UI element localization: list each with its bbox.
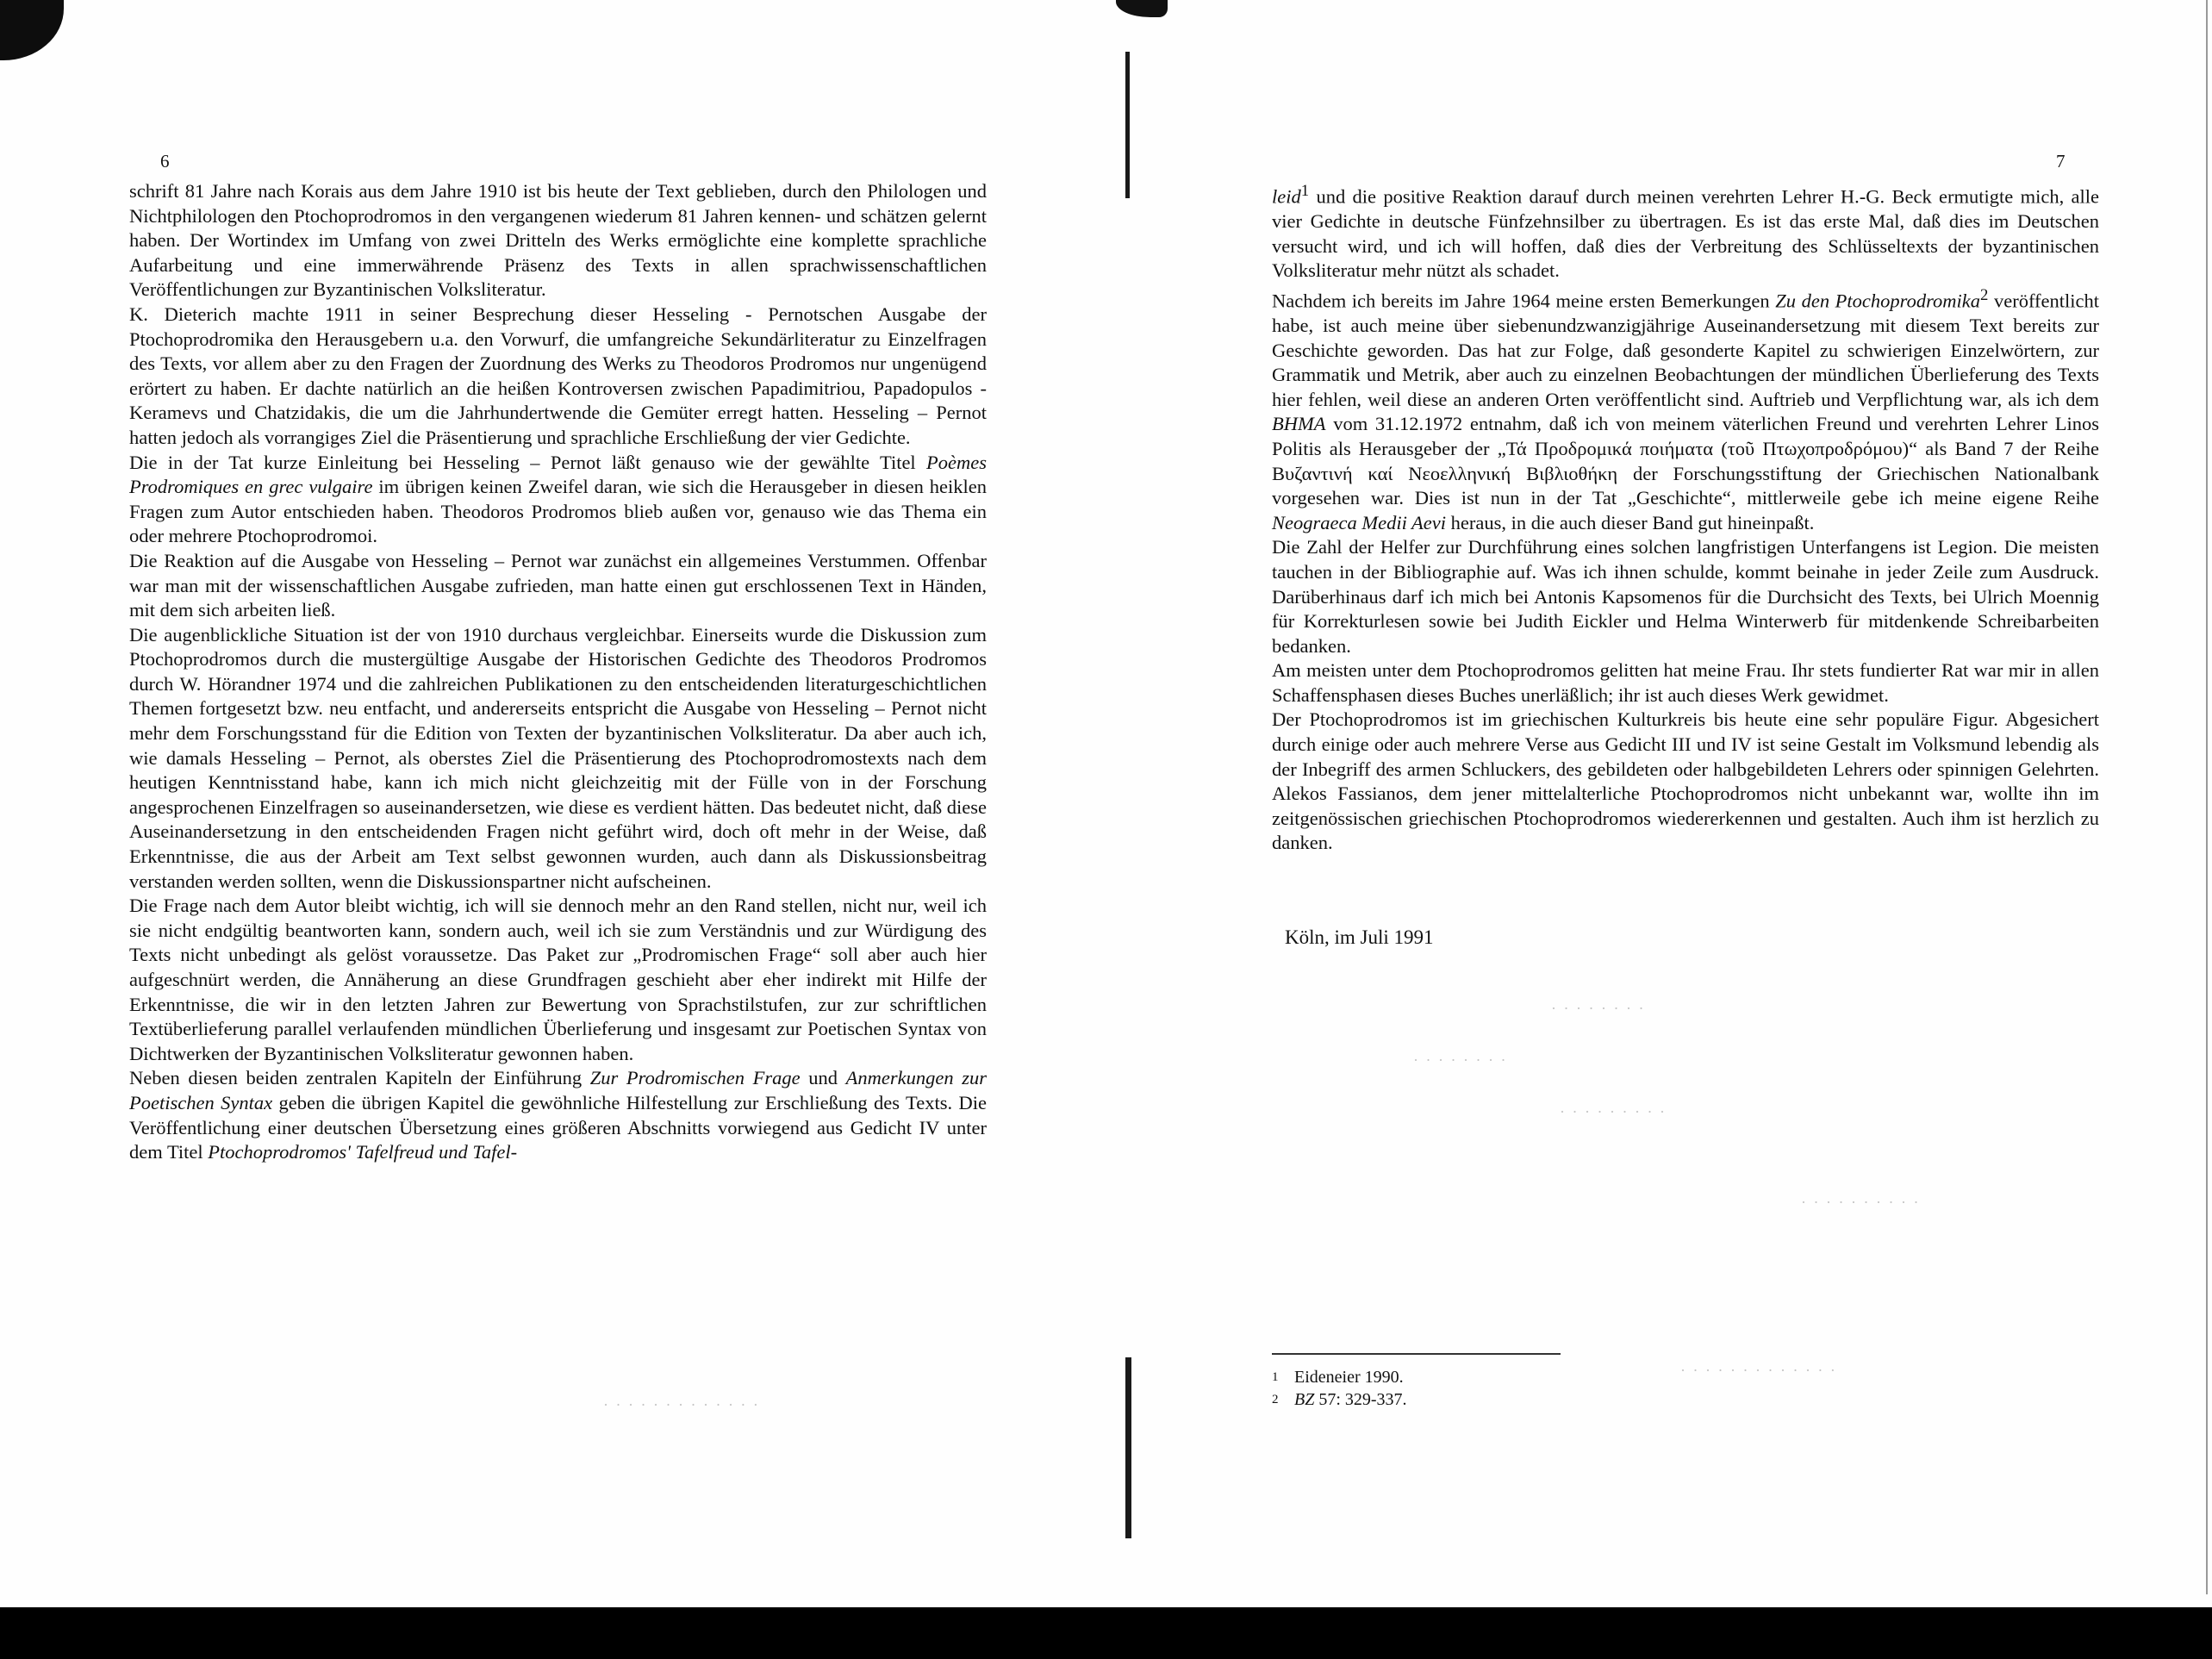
footnote-ref: 2	[1979, 285, 1989, 304]
book-title: Poèmes Prodromiques en grec vulgaire	[129, 451, 987, 498]
paragraph: Die in der Tat kurze Einleitung bei Hesseling – Pernot läßt genauso wie der gewählte Titel Poèmes Prodromiques en grec vulgaire im übrigen keinen Zweifel daran, wie sich die Herausgeber in diesen heiklen Fragen zum Autor entschieden haben. Theodoros Prodromos blieb außen vor, genauso wie das Thema ein oder mehrere Ptochoprodromoi.	[129, 451, 988, 547]
footnotes	[1272, 1366, 1407, 1411]
spine-mark-bottom	[1125, 1357, 1131, 1538]
spine-mark-top	[1125, 52, 1130, 198]
page-number-left: 6	[160, 151, 170, 172]
bleed-through-marks: · · · · · · · ·	[1413, 1051, 1508, 1069]
footnote-divider	[1272, 1353, 1561, 1355]
bleed-through-marks: · · · · · · · · · · · · ·	[603, 1396, 760, 1413]
paragraph: Neben diesen beiden zentralen Kapiteln der Einführung Zur Prodromischen Frage und Anmerkungen zur Poetischen Syntax geben die übrigen Kapitel die gewöhnliche Hilfestellung zur Erschließung des Texts. Die Veröffentlichung einer deutschen Übersetzung eines größeren Abschnitts vorwiegend aus Gedicht IV unter dem Titel Ptochoprodromos' Tafelfreud und Tafel-	[129, 1067, 988, 1163]
footnote-ref: 1	[1300, 182, 1310, 200]
bleed-through-marks: · · · · · · · ·	[1551, 1000, 1646, 1017]
bleed-through-marks: · · · · · · · · ·	[1560, 1103, 1667, 1120]
paragraph: Am meisten unter dem Ptochoprodromos gelitten hat meine Frau. Ihr stets fundierter Rat war mir in allen Schaffensphasen dieses Buches unerläßlich; ihr ist auch dieses Werk gewidmet.	[1272, 659, 2099, 706]
right-text-column	[1272, 179, 2099, 856]
bleed-through-marks: · · · · · · · · · ·	[1801, 1194, 1921, 1211]
paragraph: Nachdem ich bereits im Jahre 1964 meine ersten Bemerkungen Zu den Ptochoprodromika$^2$ veröffentlicht habe, ist auch meine über siebenundzwanzigjährige Auseinandersetzung mit diesem Text bereits zur Geschichte geworden. Das hat zur Folge, daß gesonderte Kapitel zu schwierigen Einzelwörtern, zur Grammatik und Metrik, aber auch zu einzelnen Beobachtungen der mündlichen Überlieferung des Texts hier fehlen, weil diese an anderen Orten veröffentlicht sind. Auftrieb und Verpflichtung war, als ich dem BHMA vom 31.12.1972 entnahm, daß ich von meinem väterlichen Freund und verehrten Lehrer Linos Politis als Herausgeber der „Τά Προδρομικά ποιήματα (τοῦ Πτωχοπροδρόμου)“ als Band 7 der Reihe Βυζαντινή καί Νεοελληνική Βιβλιοθήκη der Forschungsstiftung der Griechischen Nationalbank vorgesehen war. Dies ist nun in der Tat „Geschichte“, mittlerweile gebe ich meine eigene Reihe Neograeca Medii Aevi heraus, in die auch dieser Band gut hineinpaßt.	[1272, 285, 2099, 533]
footnote: 1 Eideneier 1990.	[1272, 1368, 1404, 1387]
paragraph: schrift 81 Jahre nach Korais aus dem Jahre 1910 ist bis heute der Text geblieben, durch den Philologen und Nichtphilologen den Ptochoprodromos in den vergangenen wiederum 81 Jahren kennen- und schätzen gelernt haben. Der Wortindex im Umfang von zwei Dritteln des Werks ermöglichte eine komplette sprachliche Aufarbeitung und eine immerwährende Präsenz des Texts in allen sprachwissenschaftlichen Veröffentlichungen zur Byzantinischen Volksliteratur.	[129, 180, 987, 301]
paragraph: Die Frage nach dem Autor bleibt wichtig, ich will sie dennoch mehr an den Rand stellen, nicht nur, weil ich sie nicht endgültig beantworten kann, sondern auch, weil ich sie zum Verständnis und zur Würdigung des Texts nicht unbedingt als gelöst voraussetze. Das Paket zur „Prodromischen Frage“ soll aber auch hier aufgeschnürt werden, die Annäherung an diese Grundfragen geschieht aber eher indirekt mit Hilfe der Erkenntnisse, die wir in den letzten Jahren zur Bewertung von Sprachstilstufen, zur zur schriftlichen Textüberlieferung parallel verlaufenden mündlichen Überlieferung und insgesamt zur Poetischen Syntax von Dichtwerken der Byzantinischen Volksliteratur gewonnen haben.	[129, 895, 987, 1064]
place-date-signoff: Köln, im Juli 1991	[1285, 926, 1434, 948]
left-text-column	[129, 179, 987, 1165]
paragraph: Die Zahl der Helfer zur Durchführung eines solchen langfristigen Unterfangens ist Legion. Die meisten tauchen in der Bibliographie auf. Was ich ihnen schulde, kommt beinahe in jeder Zeile zum Ausdruck. Darüberhinaus darf ich mich bei Antonis Kapsomenos für die Durchsicht des Texts, bei Ulrich Moennig für Korrekturlesen sowie bei Judith Eickler und Helma Winterwerb für mitdenkende Schreibarbeiten bedanken.	[1272, 536, 2099, 657]
footnote: 2 BZ 57: 329-337.	[1272, 1390, 1407, 1409]
paragraph: Die Reaktion auf die Ausgabe von Hesseling – Pernot war zunächst ein allgemeines Verstummen. Offenbar war man mit der wissenschaftlichen Ausgabe zufrieden, man hatte einen gut erschlossenen Text in Händen, mit dem sich arbeiten ließ.	[129, 549, 987, 621]
paragraph: leid$^1$ und die positive Reaktion darauf durch meinen verehrten Lehrer H.-G. Beck ermutigte mich, alle vier Gedichte in deutsche Fünfzehnsilber zu übertragen. Es ist das erste Mal, daß dies im Deutschen versucht wird, und ich will hoffen, daß dies der Verbreitung des Schlüsseltexts der byzantinischen Volksliteratur mehr nützt als schadet.	[1272, 182, 2099, 282]
paragraph: K. Dieterich machte 1911 in seiner Besprechung dieser Hesseling - Pernotschen Ausgabe der Ptochoprodromika den Herausgebern u.a. den Vorwurf, die umfangreiche Sekundärliteratur zu Einzelfragen des Texts, vor allem aber zu den Fragen der Zuordnung des Werks zu Theodoros Prodromos nur ungenügend erörtert zu haben. Er dachte natürlich an die heißen Kontroversen zwischen Papadimitriou, Papadopulos - Keramevs und Chatzidakis, die um die Jahrhundertwende die Gemüter erregt hatten. Hesseling – Pernot hatten jedoch als vorrangiges Ziel die Präsentierung und sprachliche Erschließung der vier Gedichte.	[129, 302, 987, 448]
page-edge	[2206, 0, 2208, 1594]
scan-bottom-shadow	[0, 1607, 2212, 1659]
page-number-right: 7	[2056, 151, 2066, 172]
paragraph: Der Ptochoprodromos ist im griechischen Kulturkreis bis heute eine sehr populäre Figur. Abgesichert durch einige oder auch mehrere Verse aus Gedicht III und IV ist seine Gestalt im Volksmund lebendig als der Inbegriff des armen Schluckers, des gebildeten oder halbgebildeten Lehrers oder spinnigen Gelehrten. Alekos Fassianos, dem jener mittelalterliche Ptochoprodromos nicht unbekannt war, wollte ihn im zeitgenössischen griechischen Ptochoprodromos wiedererkennen und gestalten. Auch ihm ist herzlich zu danken.	[1272, 708, 2099, 854]
paragraph: Die augenblickliche Situation ist der von 1910 durchaus vergleichbar. Einerseits wurde die Diskussion zum Ptochoprodromos durch die mustergültige Ausgabe der Historischen Gedichte des Theodoros Prodromos durch W. Hörandner 1974 und die zahlreichen Publikationen zu den entscheidenden literaturgeschichtlichen Themen fortgesetzt bzw. neu entfacht, und andererseits entspricht die Ausgabe von Hesseling – Pernot nicht mehr dem Forschungsstand für die Edition von Texten der byzantinischen Volksliteratur. Da aber auch ich, wie damals Hesseling – Pernot, als oberstes Ziel die Präsentierung des Ptochoprodromostexts nach dem heutigen Kenntnisstand habe, kann ich mich nicht gleichzeitig mit der Fülle von in der Forschung angesprochenen Einzelfragen so auseinandersetzen, wie diese es verdient hätten. Das bedeutet nicht, daß diese Auseinandersetzung in den entscheidenden Fragen nicht geführt wird, doch oft mehr in der Weise, daß Erkenntnisse, die aus der Arbeit am Text selbst gewonnen wurden, auch dann als Diskussionsbeitrag verstanden werden sollten, wenn die Diskussionspartner nicht aufscheinen.	[129, 623, 987, 892]
bleed-through-marks: · · · · · · · · · · · · ·	[1680, 1362, 1837, 1379]
